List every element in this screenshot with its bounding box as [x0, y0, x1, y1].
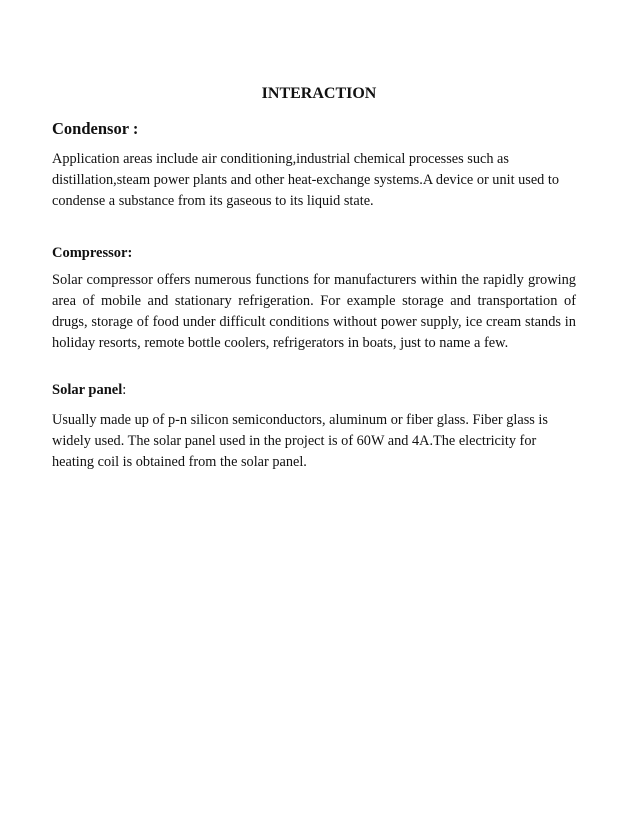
solar-panel-paragraph: Usually made up of p-n silicon semiconductors, aluminum or fiber glass. Fiber glass is widely used. The solar panel used in the project is of 60W and 4A.The electricity for heating coil is obtained from the solar panel.: [52, 412, 548, 470]
condensor-heading: Condensor :: [52, 119, 139, 138]
condensor-paragraph: Application areas include air conditioning,industrial chemical processes such as distillation,steam power plants and other heat-exchange systems.A device or unit used to condense a substance from its gaseous to its liquid state.: [52, 151, 560, 209]
solar-panel-heading: [52, 380, 126, 400]
compressor-paragraph: Solar compressor offers numerous functions for manufacturers within the rapidly growing area of mobile and stationary refrigeration. For example storage and transportation of drugs, storage of food under difficult conditions without power supply, ice cream stands in holiday resorts, remote bottle coolers, refrigerators in boats, just to name a few.: [52, 272, 576, 351]
compressor-heading: Compressor:: [52, 245, 133, 261]
solar-panel-heading-colon: :: [122, 382, 127, 398]
solar-panel-heading-text: Solar panel: [52, 382, 123, 398]
document-title: INTERACTION: [261, 85, 377, 102]
